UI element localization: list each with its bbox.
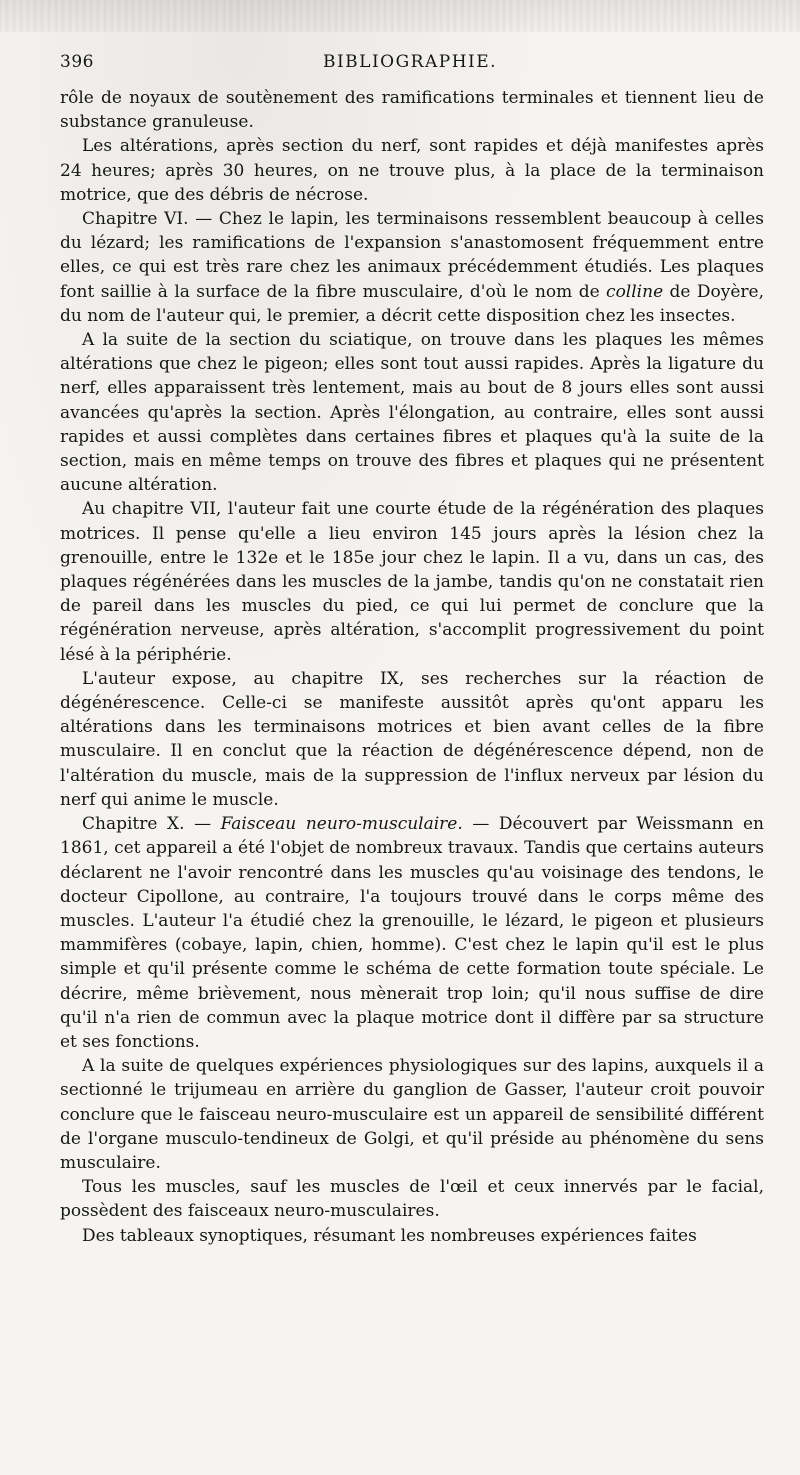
page-header [60,52,760,80]
body-text [60,86,764,1248]
paragraph-2: Les altérations, après section du nerf, sont rapides et déjà manifestes après 24 heures; après 30 heures, on ne trouve plus, à la place de la terminaison motrice, que des débris de nécrose. [60,136,764,205]
paragraph-3-italic-term: colline [606,281,664,302]
paragraph-7-text-after: — Découvert par Weissmann en 1861, cet appareil a été l'objet de nombreux travaux. Tandis que certains auteurs déclarent ne l'avoir rencontré dans les muscles qu'au voisinage des tendons, le docteur Cipollone, au contraire, l'a toujours trouvé dans le corps même des muscles. L'auteur l'a étudié chez la grenouille, le lézard, le pigeon et plusieurs mammifères (cobaye, lapin, chien, homme). C'est chez le lapin qu'il est le plus simple et qu'il présente comme le schéma de cette formation toute spéciale. Le décrire, même brièvement, nous mènerait trop loin; qu'il nous suffise de dire qu'il n'a rien de commun avec la plaque motrice dont il diffère par sa structure et ses fonctions. [60,814,764,1052]
scan-edge-noise [0,0,800,32]
paragraph-3-text-before: Chapitre VI. — Chez le lapin, les terminaisons ressemblent beaucoup à celles du lézard; les ramifications de l'expansion s'anastomosent fréquemment entre elles, ce qui est très rare chez les animaux précédemment étudiés. Les plaques font saillie à la surface de la fibre musculaire, d'où le nom de [60,209,764,302]
paragraph-5: Au chapitre VII, l'auteur fait une courte étude de la régénération des plaques motrices. Il pense qu'elle a lieu environ 145 jours après la lésion chez la grenouille, entre le 132e et le 185e jour chez le lapin. Il a vu, dans un cas, des plaques régénérées dans les muscles de la jambe, tandis qu'on ne constatait rien de pareil dans les muscles du pied, ce qui lui permet de conclure que la régénération nerveuse, après altération, s'accomplit progressivement du point lésé à la périphérie. [60,499,764,665]
paragraph-8: A la suite de quelques expériences physiologiques sur des lapins, auxquels il a sectionné le trijumeau en arrière du ganglion de Gasser, l'auteur croit pouvoir conclure que le faisceau neuro-musculaire est un appareil de sensibilité différent de l'organe musculo-tendineux de Golgi, et qu'il préside au phénomène du sens musculaire. [60,1056,764,1173]
paragraph-4: A la suite de la section du sciatique, on trouve dans les plaques les mêmes altérations que chez le pigeon; elles sont tout aussi rapides. Après la ligature du nerf, elles apparaissent très lentement, mais au bout de 8 jours elles sont aussi avancées qu'après la section. Après l'élongation, au contraire, elles sont aussi rapides et aussi complètes dans certaines fibres et plaques qu'à la suite de la section, mais en même temps on trouve des fibres et plaques qui ne présentent aucune altération. [60,330,764,496]
paragraph-3-text-after: de Doyère, du nom de l'auteur qui, le premier, a décrit cette disposition chez les insectes. [60,281,764,326]
paragraph-7 [60,812,764,1054]
running-title: BIBLIOGRAPHIE. [322,52,498,72]
page-number: 396 [60,52,94,72]
paragraph-9: Tous les muscles, sauf les muscles de l'œil et ceux innervés par le facial, possèdent des faisceaux neuro-musculaires. [60,1177,764,1222]
paragraph-7-text-before: Chapitre X. — [82,814,221,835]
paragraph-7-italic-title: Faisceau neuro-musculaire. [220,814,463,835]
paragraph-10: Des tableaux synoptiques, résumant les nombreuses expériences faites [82,1225,697,1246]
paragraph-1: rôle de noyaux de soutènement des ramifications terminales et tiennent lieu de substance granuleuse. [60,88,764,133]
paragraph-6: L'auteur expose, au chapitre IX, ses recherches sur la réaction de dégénérescence. Celle-ci se manifeste aussitôt après qu'ont apparu les altérations dans les terminaisons motrices et bien avant celles de la fibre musculaire. Il en conclut que la réaction de dégénérescence dépend, non de l'altération du muscle, mais de la suppression de l'influx nerveux par lésion du nerf qui anime le muscle. [60,668,764,810]
paragraph-3 [60,207,764,328]
